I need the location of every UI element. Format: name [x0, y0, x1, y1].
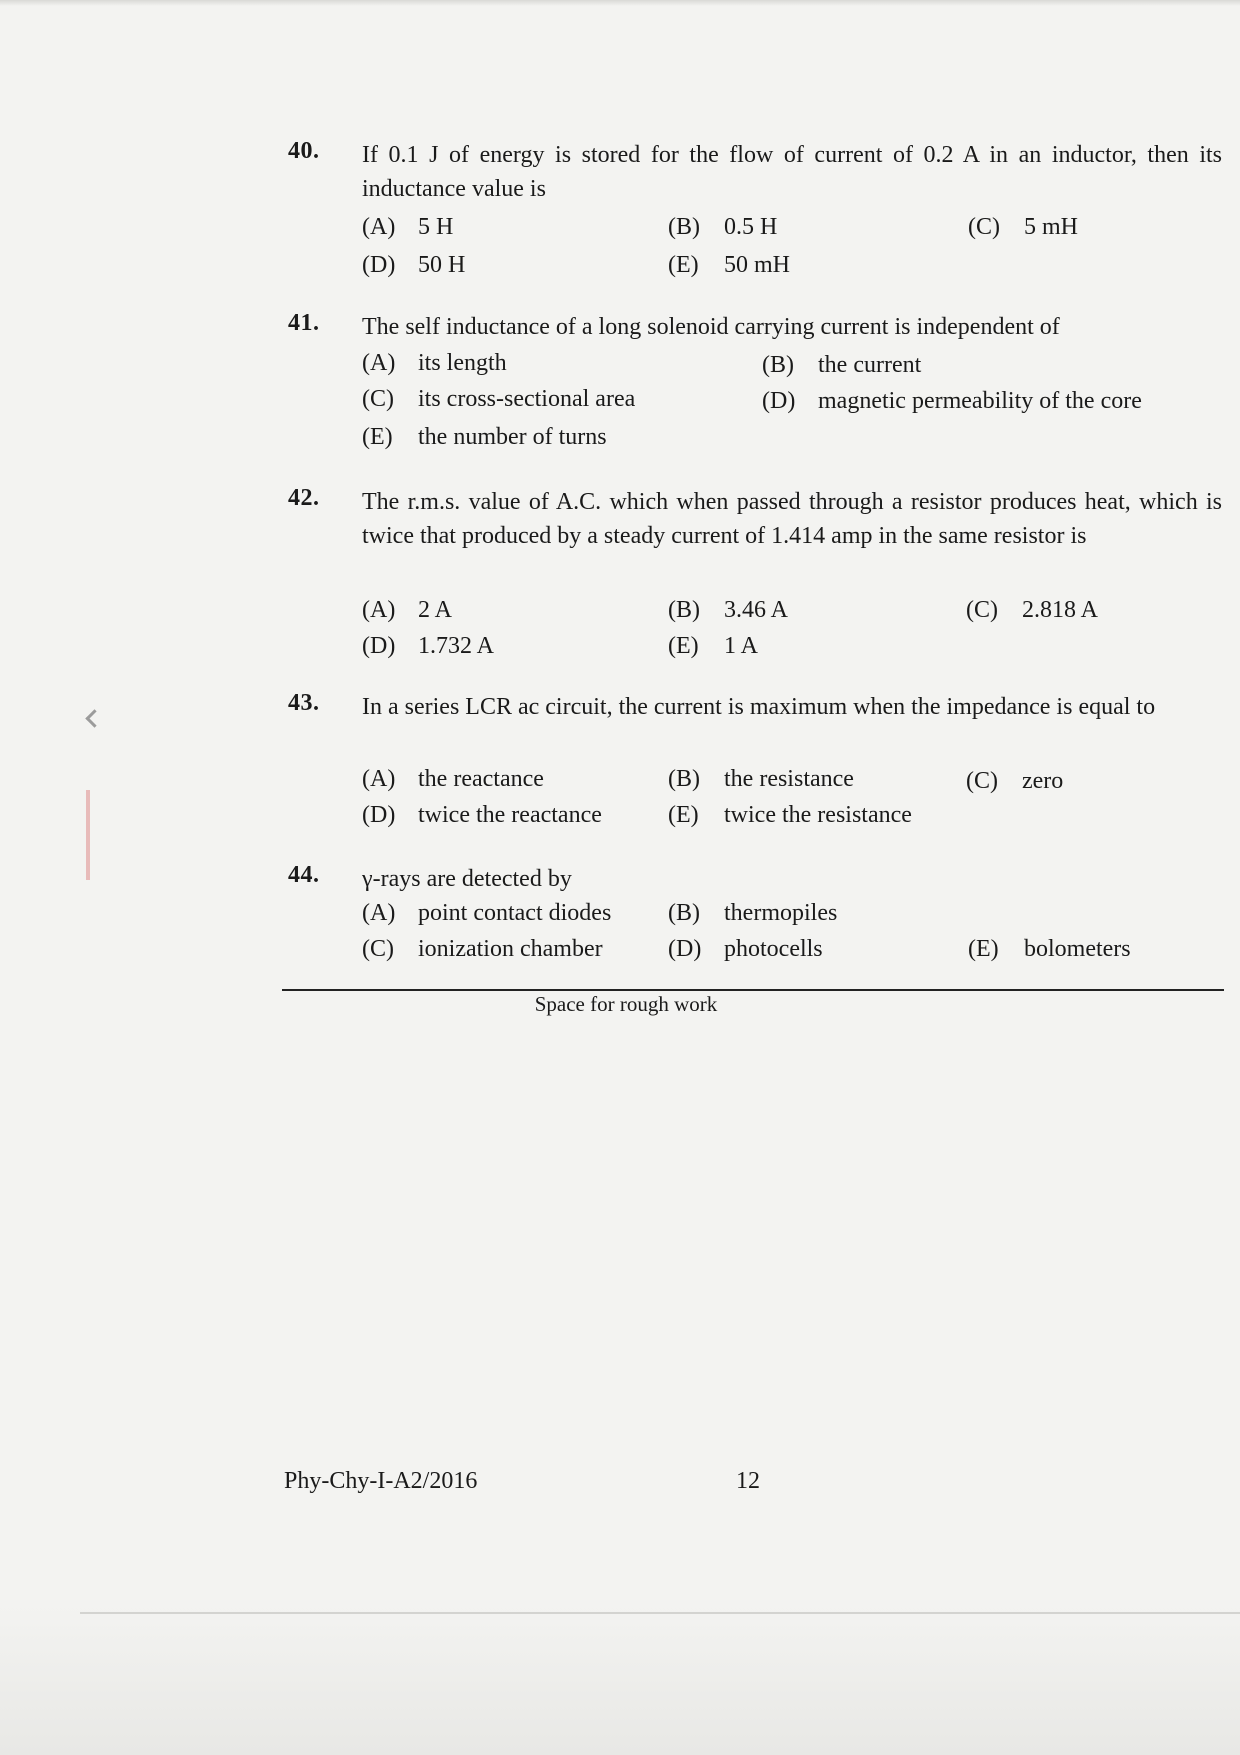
option-e [362, 420, 607, 454]
option-label: (E) [668, 252, 699, 278]
option-label: (A) [362, 214, 396, 240]
option-text: its length [418, 350, 507, 376]
option-label: (E) [362, 424, 393, 450]
option-label: (B) [668, 597, 700, 623]
option-label: (C) [362, 936, 394, 962]
option-d [362, 248, 465, 282]
option-text: 2.818 A [1022, 597, 1099, 623]
option-label: (B) [762, 352, 794, 378]
option-label: (E) [668, 802, 699, 828]
question-text: If 0.1 J of energy is stored for the flow of current of 0.2 A in an inductor, then its inductance value is [362, 142, 1222, 202]
option-label: (E) [668, 633, 699, 659]
option-text: 5 H [418, 214, 454, 240]
option-label: (E) [968, 936, 999, 962]
option-d [762, 384, 1142, 418]
option-b [668, 210, 777, 244]
option-b [668, 896, 837, 930]
option-text: 0.5 H [724, 214, 778, 240]
option-text: bolometers [1024, 936, 1131, 962]
question-number: 43. [288, 690, 320, 716]
option-text: 2 A [418, 597, 453, 623]
option-label: (C) [968, 214, 1000, 240]
option-text: point contact diodes [418, 900, 612, 926]
option-a [362, 210, 453, 244]
scan-mark [86, 790, 90, 880]
question-number: 40. [288, 138, 320, 164]
option-text: thermopiles [724, 900, 838, 926]
option-label: (A) [362, 350, 396, 376]
option-a [362, 896, 611, 930]
question-number: 42. [288, 485, 320, 511]
scan-edge-top [0, 0, 1240, 6]
option-text: 3.46 A [724, 597, 789, 623]
option-label: (C) [966, 597, 998, 623]
option-text: twice the resistance [724, 802, 912, 828]
scan-mark-arrow [85, 709, 103, 727]
option-text: its cross-sectional area [418, 386, 636, 412]
rough-work-label: Space for rough work [534, 992, 718, 1016]
rough-work-divider [282, 989, 1224, 991]
option-label: (D) [362, 252, 396, 278]
option-e [968, 932, 1131, 966]
option-text: the reactance [418, 766, 544, 792]
option-label: (B) [668, 766, 700, 792]
option-e [668, 629, 758, 663]
option-text: ionization chamber [418, 936, 603, 962]
option-d [668, 932, 823, 966]
question-text: The self inductance of a long solenoid carrying current is independent of [362, 314, 1060, 340]
option-a [362, 593, 452, 627]
option-d [362, 629, 494, 663]
option-label: (A) [362, 766, 396, 792]
question-number: 41. [288, 310, 320, 336]
option-e [668, 248, 790, 282]
paper-code: Phy-Chy-I-A2/2016 [284, 1468, 478, 1494]
option-label: (C) [966, 768, 998, 794]
option-label: (D) [668, 936, 702, 962]
option-a [362, 346, 507, 380]
option-c [968, 210, 1078, 244]
option-label: (D) [762, 388, 796, 414]
option-text: 5 mH [1024, 214, 1078, 240]
option-label: (D) [362, 802, 396, 828]
question-text: In a series LCR ac circuit, the current is maximum when the impedance is equal to [362, 694, 1156, 720]
option-b [762, 348, 921, 382]
option-text: magnetic permeability of the core [818, 388, 1142, 414]
option-text: 1.732 A [418, 633, 495, 659]
option-label: (A) [362, 597, 396, 623]
option-c [966, 764, 1063, 798]
option-text: zero [1022, 768, 1064, 794]
option-d [362, 798, 602, 832]
option-text: photocells [724, 936, 823, 962]
option-text: the number of turns [418, 424, 607, 450]
question-text: The r.m.s. value of A.C. which when passed through a resistor produces heat, which is twice that produced by a steady current of 1.414 amp in the same resistor is [362, 489, 1222, 549]
option-label: (B) [668, 214, 700, 240]
option-b [668, 762, 854, 796]
option-c [362, 932, 603, 966]
option-text: 50 H [418, 252, 466, 278]
option-text: the current [818, 352, 922, 378]
option-c [362, 382, 635, 416]
scan-edge-bottom [0, 1605, 1240, 1755]
option-e [668, 798, 912, 832]
page-number: 12 [736, 1468, 760, 1494]
scan-edge-line [80, 1612, 1240, 1614]
option-label: (A) [362, 900, 396, 926]
option-c [966, 593, 1098, 627]
option-label: (C) [362, 386, 394, 412]
option-a [362, 762, 544, 796]
option-text: the resistance [724, 766, 854, 792]
question-number: 44. [288, 862, 320, 888]
option-text: twice the reactance [418, 802, 602, 828]
option-label: (B) [668, 900, 700, 926]
option-text: 50 mH [724, 252, 790, 278]
option-text: 1 A [724, 633, 759, 659]
option-label: (D) [362, 633, 396, 659]
option-b [668, 593, 788, 627]
question-text: γ-rays are detected by [362, 866, 572, 892]
